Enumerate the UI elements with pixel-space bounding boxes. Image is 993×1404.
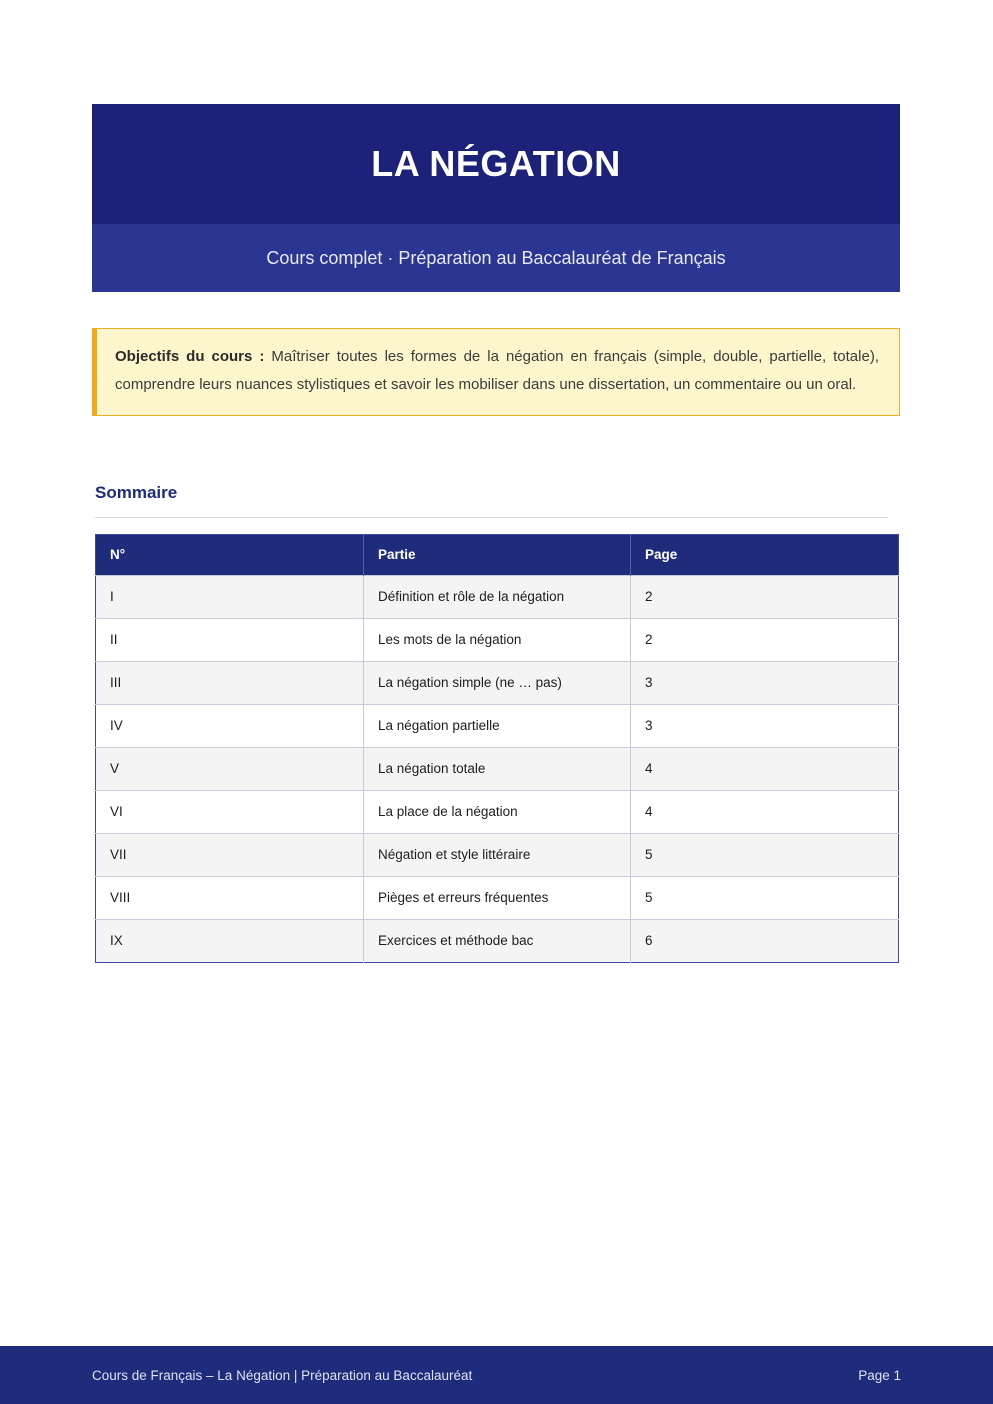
cell-part: Négation et style littéraire xyxy=(364,834,631,877)
cell-page: 5 xyxy=(631,834,899,877)
cell-number: IX xyxy=(96,920,364,963)
section-divider xyxy=(95,517,888,518)
cell-number: III xyxy=(96,662,364,705)
cell-page: 3 xyxy=(631,705,899,748)
table-row[interactable] xyxy=(96,662,899,705)
cell-page: 5 xyxy=(631,877,899,920)
cell-part: La négation totale xyxy=(364,748,631,791)
cell-page: 3 xyxy=(631,662,899,705)
cell-part: La place de la négation xyxy=(364,791,631,834)
cell-number: IV xyxy=(96,705,364,748)
table-row[interactable] xyxy=(96,619,899,662)
table-header-row xyxy=(96,535,899,576)
cell-page: 2 xyxy=(631,576,899,619)
table-row[interactable] xyxy=(96,576,899,619)
table-header xyxy=(96,535,899,576)
header-subtitle-band xyxy=(92,224,900,292)
objectives-text xyxy=(115,343,879,399)
column-header-part: Partie xyxy=(364,535,631,576)
cell-part: La négation simple (ne … pas) xyxy=(364,662,631,705)
cell-number: VII xyxy=(96,834,364,877)
table-body xyxy=(96,576,899,963)
table-row[interactable] xyxy=(96,920,899,963)
page-subtitle: Cours complet · Préparation au Baccalauréat de Français xyxy=(266,247,726,268)
cell-part: Exercices et méthode bac xyxy=(364,920,631,963)
page-footer xyxy=(0,1346,993,1404)
cell-part: Pièges et erreurs fréquentes xyxy=(364,877,631,920)
table-row[interactable] xyxy=(96,791,899,834)
summary-table-wrapper xyxy=(95,534,898,963)
cell-number: VIII xyxy=(96,877,364,920)
objectives-callout xyxy=(92,328,900,416)
table-of-contents xyxy=(95,534,899,963)
table-row[interactable] xyxy=(96,748,899,791)
column-header-number: N° xyxy=(96,535,364,576)
header-title-band xyxy=(92,104,900,224)
table-row[interactable] xyxy=(96,705,899,748)
cell-page: 2 xyxy=(631,619,899,662)
table-row[interactable] xyxy=(96,877,899,920)
summary-section-header xyxy=(95,483,888,518)
column-header-page: Page xyxy=(631,535,899,576)
cell-page: 4 xyxy=(631,748,899,791)
table-row[interactable] xyxy=(96,834,899,877)
section-title-sommaire: Sommaire xyxy=(95,483,178,502)
objectives-body: Maîtriser toutes les formes de la négation en français (simple, double, partielle, totale), comprendre leurs nuances stylistiques et savoir les mobiliser dans une dissertation, un commentaire ou un oral. xyxy=(115,348,879,393)
document-header-banner xyxy=(92,104,900,292)
cell-page: 4 xyxy=(631,791,899,834)
cell-number: V xyxy=(96,748,364,791)
footer-label: Cours de Français – La Négation | Préparation au Baccalauréat xyxy=(92,1367,473,1383)
cell-number: VI xyxy=(96,791,364,834)
cell-number: I xyxy=(96,576,364,619)
page-title: LA NÉGATION xyxy=(371,143,621,184)
footer-content xyxy=(92,1346,901,1404)
footer-page-number: Page 1 xyxy=(858,1367,901,1383)
cell-number: II xyxy=(96,619,364,662)
objectives-label: Objectifs du cours : xyxy=(115,348,265,365)
cell-part: La négation partielle xyxy=(364,705,631,748)
cell-part: Définition et rôle de la négation xyxy=(364,576,631,619)
cell-page: 6 xyxy=(631,920,899,963)
cell-part: Les mots de la négation xyxy=(364,619,631,662)
